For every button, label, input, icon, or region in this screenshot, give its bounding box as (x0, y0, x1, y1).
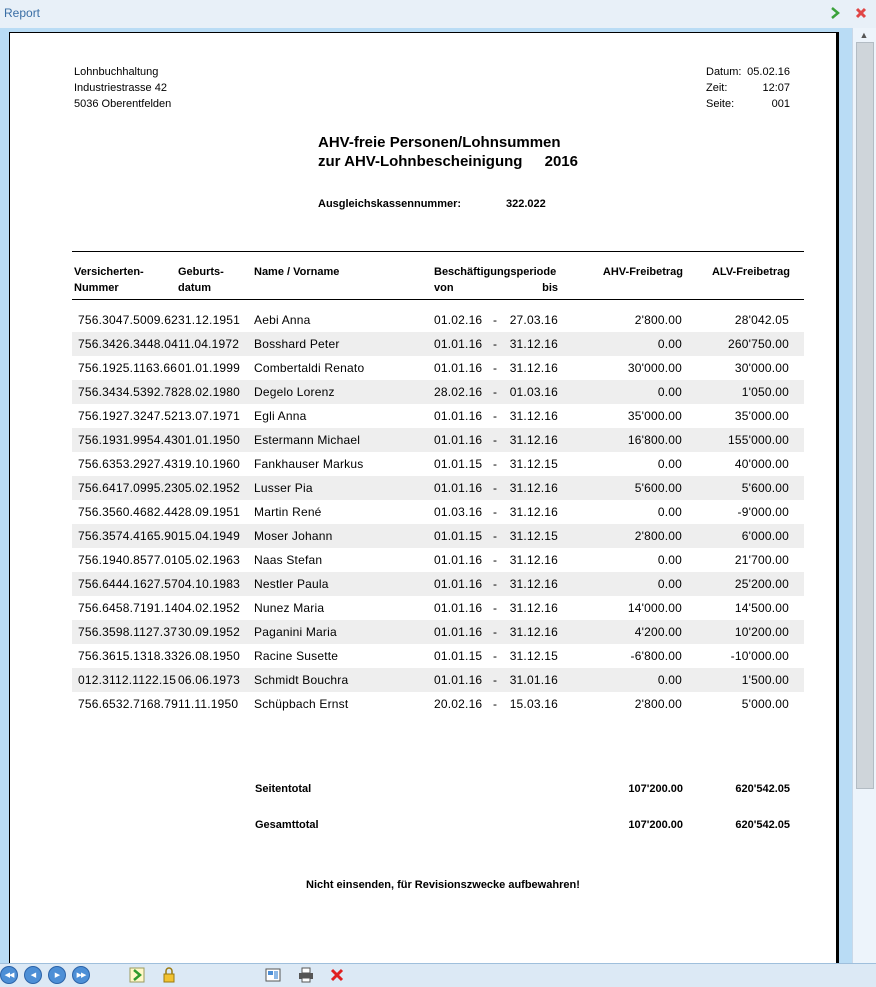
fund-value: 322.022 (506, 198, 546, 210)
cell-period-from: 01.01.16 (434, 673, 483, 687)
cell-insurance-number: 756.3047.5009.62 (78, 313, 178, 327)
cell-period-to: 27.03.16 (509, 313, 558, 327)
cell-period-from: 01.01.16 (434, 553, 483, 567)
cell-birth-date: 05.02.1952 (178, 481, 241, 495)
cell-name: Paganini Maria (254, 625, 337, 639)
grand-total-alv: 620'542.05 (735, 819, 790, 831)
previous-page-icon[interactable]: ◀ (24, 966, 42, 984)
cell-alv-allowance: 30'000.00 (734, 361, 789, 375)
cell-name: Fankhauser Markus (254, 457, 364, 471)
cell-alv-allowance: 1'050.00 (741, 385, 789, 399)
report-title-text: zur AHV-Lohnbescheinigung (318, 153, 523, 170)
cell-period-from: 01.01.15 (434, 457, 483, 471)
cell-birth-date: 31.12.1951 (178, 313, 241, 327)
cell-birth-date: 15.04.1949 (178, 529, 241, 543)
cell-alv-allowance: 28'042.05 (734, 313, 789, 327)
cell-insurance-number: 756.6417.0995.23 (78, 481, 178, 495)
go-icon[interactable] (128, 966, 146, 984)
footer-note: Nicht einsenden, für Revisionszwecke aufbewahren! (306, 879, 580, 891)
report-year: 2016 (544, 153, 578, 170)
cell-period-from: 01.01.16 (434, 625, 483, 639)
cell-insurance-number: 756.1925.1163.66 (78, 361, 178, 375)
cell-alv-allowance: 1'500.00 (741, 673, 789, 687)
cell-alv-allowance: 5'000.00 (741, 697, 789, 711)
cell-birth-date: 26.08.1950 (178, 649, 241, 663)
bottom-toolbar (0, 963, 876, 987)
cell-alv-allowance: -10'000.00 (730, 649, 789, 663)
cell-insurance-number: 756.3560.4682.44 (78, 505, 178, 519)
go-arrow-icon[interactable] (826, 4, 844, 22)
table-row (72, 620, 804, 644)
cell-period-dash: - (493, 577, 498, 591)
cell-birth-date: 05.02.1963 (178, 553, 241, 567)
cell-period-from: 01.03.16 (434, 505, 483, 519)
time-value: 12:07 (762, 82, 790, 94)
cell-name: Lusser Pia (254, 481, 313, 495)
cell-ahv-allowance: 5'600.00 (634, 481, 682, 495)
table-row (72, 380, 804, 404)
scroll-up-icon[interactable]: ▲ (859, 30, 869, 40)
page-total-ahv: 107'200.00 (628, 783, 683, 795)
cell-birth-date: 19.10.1960 (178, 457, 241, 471)
cell-alv-allowance: 155'000.00 (727, 433, 789, 447)
col-geb-line1: Geburts- (178, 266, 224, 278)
cell-insurance-number: 756.3434.5392.78 (78, 385, 178, 399)
cell-name: Nunez Maria (254, 601, 325, 615)
cell-period-from: 01.01.16 (434, 481, 483, 495)
col-period-from: von (434, 282, 454, 294)
cell-birth-date: 04.10.1983 (178, 577, 241, 591)
cell-period-dash: - (493, 649, 498, 663)
cell-birth-date: 11.04.1972 (178, 337, 240, 351)
cell-period-to: 31.12.15 (509, 529, 558, 543)
cell-insurance-number: 756.1931.9954.43 (78, 433, 178, 447)
cell-birth-date: 11.11.1950 (178, 697, 239, 711)
cell-period-from: 01.01.16 (434, 337, 483, 351)
cell-alv-allowance: 10'200.00 (734, 625, 789, 639)
page-label: Seite: (706, 98, 735, 110)
cell-ahv-allowance: 0.00 (657, 337, 682, 351)
cell-period-dash: - (493, 409, 498, 423)
print-icon[interactable] (297, 966, 315, 984)
cell-period-to: 15.03.16 (509, 697, 558, 711)
cell-birth-date: 28.02.1980 (178, 385, 241, 399)
cell-period-to: 31.12.16 (509, 505, 558, 519)
cell-alv-allowance: 25'200.00 (734, 577, 789, 591)
cell-alv-allowance: 5'600.00 (741, 481, 789, 495)
cell-insurance-number: 756.3598.1127.37 (78, 625, 178, 639)
cell-period-dash: - (493, 385, 498, 399)
cell-ahv-allowance: 0.00 (657, 553, 682, 567)
cell-period-dash: - (493, 553, 498, 567)
cell-period-dash: - (493, 697, 498, 711)
table-row (72, 668, 804, 692)
cell-ahv-allowance: 16'800.00 (627, 433, 682, 447)
table-row (72, 428, 804, 452)
cell-insurance-number: 756.3615.1318.33 (78, 649, 178, 663)
table-row (72, 404, 804, 428)
cell-ahv-allowance: 4'200.00 (634, 625, 682, 639)
cell-name: Schüpbach Ernst (254, 697, 349, 711)
close-icon[interactable] (852, 4, 870, 22)
page-total-label: Seitentotal (255, 783, 312, 795)
first-page-icon[interactable]: ◀◀ (0, 966, 18, 984)
table-row (72, 548, 804, 572)
cell-name: Combertaldi Renato (254, 361, 365, 375)
cell-alv-allowance: 35'000.00 (734, 409, 789, 423)
cell-alv-allowance: 6'000.00 (741, 529, 789, 543)
cell-name: Racine Susette (254, 649, 339, 663)
table-row (72, 500, 804, 524)
cell-period-dash: - (493, 457, 498, 471)
cell-insurance-number: 756.6458.7191.14 (78, 601, 178, 615)
table-row (72, 644, 804, 668)
cell-period-from: 28.02.16 (434, 385, 483, 399)
cell-ahv-allowance: 35'000.00 (627, 409, 682, 423)
company-street: Industriestrasse 42 (74, 82, 167, 94)
cell-name: Moser Johann (254, 529, 333, 543)
cell-period-from: 20.02.16 (434, 697, 483, 711)
table-row (72, 452, 804, 476)
cell-name: Degelo Lorenz (254, 385, 335, 399)
cell-name: Egli Anna (254, 409, 307, 423)
cell-period-from: 01.01.15 (434, 529, 483, 543)
cell-period-to: 31.12.16 (509, 409, 558, 423)
cell-insurance-number: 756.1940.8577.01 (78, 553, 178, 567)
company-city: 5036 Oberentfelden (74, 98, 172, 110)
col-vers-line1: Versicherten- (74, 266, 144, 278)
cell-period-to: 31.12.16 (509, 553, 558, 567)
vertical-scrollbar[interactable] (852, 28, 876, 963)
cell-period-to: 31.12.16 (509, 481, 558, 495)
cell-ahv-allowance: 0.00 (657, 457, 682, 471)
cell-period-to: 31.12.15 (509, 649, 558, 663)
cell-ahv-allowance: 0.00 (657, 673, 682, 687)
cell-period-from: 01.01.16 (434, 433, 483, 447)
cell-period-dash: - (493, 313, 498, 327)
cell-name: Bosshard Peter (254, 337, 340, 351)
window-titlebar (0, 0, 876, 29)
col-vers-line2: Nummer (74, 282, 119, 294)
cell-period-to: 01.03.16 (509, 385, 558, 399)
cell-ahv-allowance: 30'000.00 (627, 361, 682, 375)
cell-period-to: 31.12.15 (509, 457, 558, 471)
grand-total-ahv: 107'200.00 (628, 819, 683, 831)
cell-birth-date: 30.09.1952 (178, 625, 241, 639)
cell-period-to: 31.12.16 (509, 361, 558, 375)
cell-period-from: 01.01.15 (434, 649, 483, 663)
col-geb-line2: datum (178, 282, 211, 294)
cell-period-from: 01.01.16 (434, 409, 483, 423)
cell-alv-allowance: -9'000.00 (737, 505, 789, 519)
cell-insurance-number: 756.3426.3448.04 (78, 337, 178, 351)
cell-name: Estermann Michael (254, 433, 361, 447)
page-value: 001 (771, 98, 790, 110)
cell-insurance-number: 756.6444.1627.57 (78, 577, 178, 591)
date-label: Datum: (706, 66, 742, 78)
cell-birth-date: 13.07.1971 (178, 409, 241, 423)
col-period: Beschäftigungsperiode (434, 266, 557, 278)
cell-ahv-allowance: 2'800.00 (634, 529, 682, 543)
report-title-line1: AHV-freie Personen/Lohnsummen (318, 134, 561, 151)
cell-period-dash: - (493, 529, 498, 543)
cell-insurance-number: 756.1927.3247.52 (78, 409, 178, 423)
cell-ahv-allowance: -6'800.00 (630, 649, 682, 663)
cell-period-from: 01.01.16 (434, 601, 483, 615)
cell-alv-allowance: 21'700.00 (734, 553, 789, 567)
col-name: Name / Vorname (254, 266, 340, 278)
report-title-line2 (318, 153, 578, 170)
cell-period-from: 01.02.16 (434, 313, 483, 327)
table-row (72, 308, 804, 332)
cell-ahv-allowance: 0.00 (657, 505, 682, 519)
company-name: Lohnbuchhaltung (74, 66, 159, 78)
lock-icon[interactable] (160, 966, 178, 984)
cell-name: Naas Stefan (254, 553, 323, 567)
cancel-icon[interactable] (328, 966, 346, 984)
cell-ahv-allowance: 0.00 (657, 385, 682, 399)
cell-period-from: 01.01.16 (434, 361, 483, 375)
cell-alv-allowance: 14'500.00 (734, 601, 789, 615)
cell-name: Nestler Paula (254, 577, 329, 591)
cell-period-dash: - (493, 337, 498, 351)
col-period-to: bis (542, 282, 558, 294)
cell-period-from: 01.01.16 (434, 577, 483, 591)
cell-birth-date: 01.01.1950 (178, 433, 241, 447)
cell-period-dash: - (493, 481, 498, 495)
table-row (72, 524, 804, 548)
time-label: Zeit: (706, 82, 728, 94)
cell-alv-allowance: 260'750.00 (727, 337, 789, 351)
next-page-icon[interactable]: ▶ (48, 966, 66, 984)
col-alv: ALV-Freibetrag (711, 266, 790, 278)
cell-birth-date: 28.09.1951 (178, 505, 241, 519)
cell-name: Martin René (254, 505, 322, 519)
cell-period-dash: - (493, 433, 498, 447)
grand-total-label: Gesamttotal (255, 819, 319, 831)
fund-label: Ausgleichskassennummer: (318, 198, 462, 210)
table-header-bottom-rule (72, 299, 804, 300)
last-page-icon[interactable]: ▶▶ (72, 966, 90, 984)
cell-insurance-number: 756.6532.7168.79 (78, 697, 178, 711)
table-row (72, 356, 804, 380)
col-ahv: AHV-Freibetrag (602, 266, 683, 278)
cell-period-to: 31.12.16 (509, 601, 558, 615)
cell-insurance-number: 012.3112.1122.15 (78, 673, 177, 687)
cell-period-to: 31.12.16 (509, 625, 558, 639)
cell-period-dash: - (493, 673, 498, 687)
cell-insurance-number: 756.3574.4165.90 (78, 529, 178, 543)
cell-period-to: 31.12.16 (509, 577, 558, 591)
cell-period-to: 31.01.16 (509, 673, 558, 687)
cell-period-dash: - (493, 505, 498, 519)
cell-period-dash: - (493, 601, 498, 615)
table-row (72, 332, 804, 356)
table-row (72, 476, 804, 500)
scroll-thumb[interactable] (856, 42, 874, 789)
window-title: Report (4, 6, 41, 20)
cell-insurance-number: 756.6353.2927.43 (78, 457, 178, 471)
cell-ahv-allowance: 2'800.00 (634, 313, 682, 327)
cell-birth-date: 01.01.1999 (178, 361, 241, 375)
cell-alv-allowance: 40'000.00 (734, 457, 789, 471)
table-row (72, 692, 804, 716)
cell-period-dash: - (493, 361, 498, 375)
table-header-top-rule (72, 251, 804, 252)
page-total-alv: 620'542.05 (735, 783, 790, 795)
cell-period-dash: - (493, 625, 498, 639)
cell-ahv-allowance: 0.00 (657, 577, 682, 591)
table-row (72, 596, 804, 620)
cell-period-to: 31.12.16 (509, 337, 558, 351)
cell-ahv-allowance: 14'000.00 (627, 601, 682, 615)
date-value: 05.02.16 (747, 66, 790, 78)
cell-name: Aebi Anna (254, 313, 311, 327)
table-row (72, 572, 804, 596)
page-setup-icon[interactable] (264, 966, 282, 984)
cell-name: Schmidt Bouchra (254, 673, 349, 687)
cell-birth-date: 06.06.1973 (178, 673, 241, 687)
cell-birth-date: 04.02.1952 (178, 601, 241, 615)
cell-period-to: 31.12.16 (509, 433, 558, 447)
cell-ahv-allowance: 2'800.00 (634, 697, 682, 711)
